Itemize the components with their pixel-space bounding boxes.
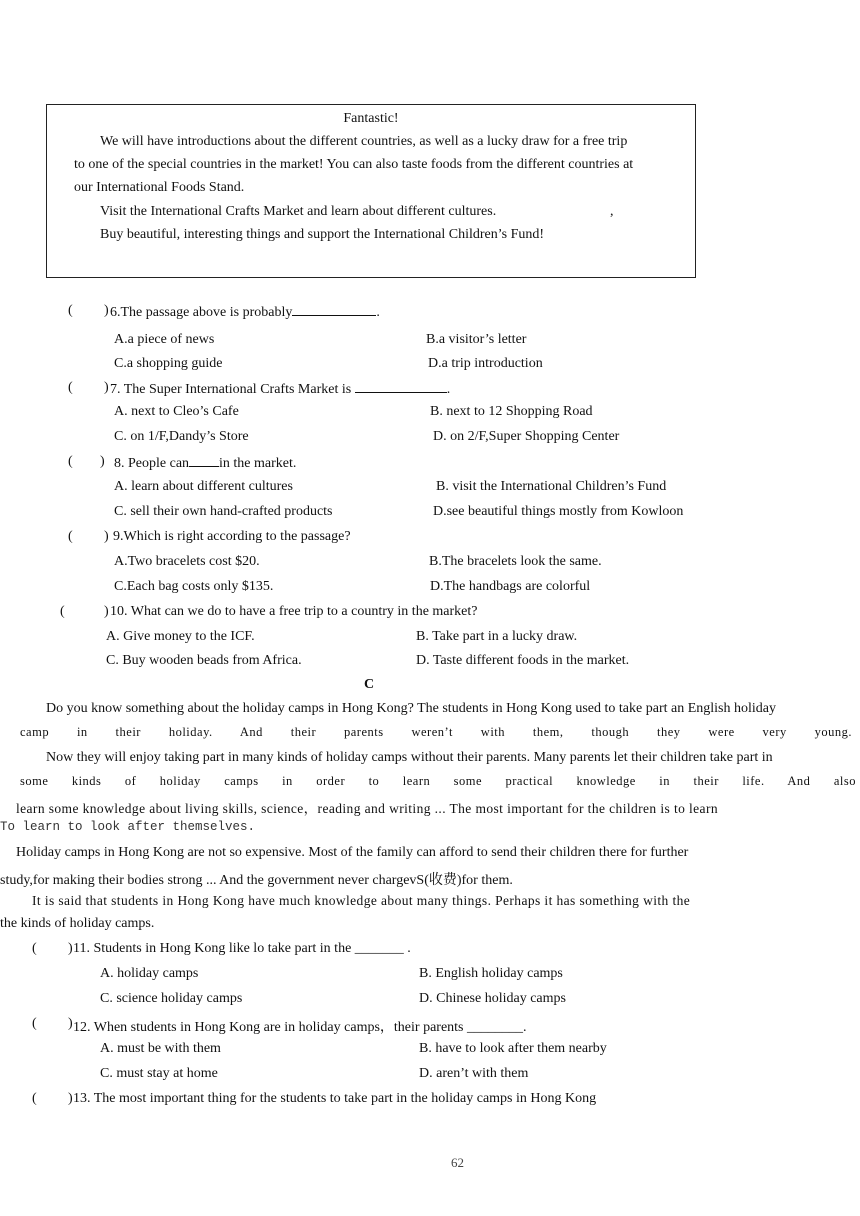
answer-paren-open: ( bbox=[32, 941, 37, 956]
question-text: 9.Which is right according to the passage? bbox=[113, 529, 351, 544]
option: C. Buy wooden beads from Africa. bbox=[106, 653, 302, 668]
passage-line: the kinds of holiday camps. bbox=[0, 916, 155, 931]
answer-paren-open: ( bbox=[68, 380, 73, 395]
question-stem bbox=[110, 303, 380, 321]
answer-blank bbox=[189, 454, 219, 467]
question-tail: . bbox=[376, 305, 380, 320]
answer-paren-open: ( bbox=[68, 529, 73, 544]
option: A. must be with them bbox=[100, 1041, 221, 1056]
option: C. on 1/F,Dandy’s Store bbox=[114, 429, 249, 444]
option: B. next to 12 Shopping Road bbox=[430, 404, 593, 419]
passage-line: Holiday camps in Hong Kong are not so expensive. Most of the family can afford to send their children there for further bbox=[16, 845, 689, 860]
question-text: 11. Students in Hong Kong like lo take part in the _______ . bbox=[73, 941, 411, 956]
question-text: 8. People can bbox=[114, 456, 190, 471]
option: C. sell their own hand-crafted products bbox=[114, 504, 333, 519]
option: A.Two bracelets cost $20. bbox=[114, 554, 260, 569]
answer-paren-open: ( bbox=[32, 1016, 37, 1031]
question-stem bbox=[114, 454, 296, 472]
passage-line: learn some knowledge about living skills, science，reading and writing ... The most important for the children is to learn bbox=[16, 801, 718, 816]
option: B. English holiday camps bbox=[419, 966, 563, 981]
notice-mark: , bbox=[610, 204, 614, 219]
question-text: 13. The most important thing for the students to take part in the holiday camps in Hong Kong bbox=[73, 1091, 597, 1106]
passage-line: study,for making their bodies strong ... And the government never chargevS(收费)for them. bbox=[0, 873, 513, 888]
passage-line: It is said that students in Hong Kong have much knowledge about many things. Perhaps it has something with the bbox=[32, 893, 691, 908]
section-heading: C bbox=[364, 677, 375, 692]
option: C.Each bag costs only $135. bbox=[114, 579, 274, 594]
option: C. must stay at home bbox=[100, 1066, 218, 1081]
question-text: 7. The Super International Crafts Market is bbox=[110, 382, 352, 397]
answer-paren-close: ) bbox=[100, 454, 105, 469]
answer-paren-close: ) bbox=[104, 604, 109, 619]
answer-paren-close: ) bbox=[68, 1016, 73, 1031]
option: D. on 2/F,Super Shopping Center bbox=[433, 429, 620, 444]
option: C.a shopping guide bbox=[114, 356, 223, 371]
option: A. holiday camps bbox=[100, 966, 199, 981]
option: B.a visitor’s letter bbox=[426, 332, 527, 347]
answer-paren-close: ) bbox=[68, 941, 73, 956]
answer-paren-open: ( bbox=[32, 1091, 37, 1106]
option: D.see beautiful things mostly from Kowloon bbox=[433, 504, 684, 519]
option: D.The handbags are colorful bbox=[430, 579, 591, 594]
answer-blank bbox=[292, 303, 376, 316]
option: A. learn about different cultures bbox=[114, 479, 293, 494]
option: B. have to look after them nearby bbox=[419, 1041, 607, 1056]
option: A. Give money to the ICF. bbox=[106, 629, 255, 644]
question-tail: in the market. bbox=[219, 456, 297, 471]
option: B. Take part in a lucky draw. bbox=[416, 629, 578, 644]
option: B. visit the International Children’s Fund bbox=[436, 479, 667, 494]
option: A.a piece of news bbox=[114, 332, 215, 347]
passage-line: To learn to look after themselves. bbox=[0, 820, 256, 834]
option: A. next to Cleo’s Cafe bbox=[114, 404, 239, 419]
notice-line: We will have introductions about the different countries, as well as a lucky draw for a free trip bbox=[100, 134, 628, 149]
question-tail: . bbox=[446, 382, 451, 397]
option: C. science holiday camps bbox=[100, 991, 243, 1006]
question-text: 6.The passage above is probably bbox=[110, 305, 293, 320]
passage-line: Do you know something about the holiday camps in Hong Kong? The students in Hong Kong used to take part an English holiday bbox=[46, 701, 776, 716]
page-number: 62 bbox=[451, 1155, 464, 1170]
option: B.The bracelets look the same. bbox=[429, 554, 602, 569]
answer-paren-open: ( bbox=[60, 604, 65, 619]
passage-line: camp in their holiday. And their parents weren’t with them, though they were very young. bbox=[20, 725, 852, 739]
option: D. Chinese holiday camps bbox=[419, 991, 566, 1006]
answer-paren-open: ( bbox=[68, 454, 73, 469]
option: D.a trip introduction bbox=[428, 356, 543, 371]
passage-line: Now they will enjoy taking part in many kinds of holiday camps without their parents. Many parents let their children take part in bbox=[46, 750, 773, 765]
notice-line: Visit the International Crafts Market and learn about different cultures. bbox=[100, 204, 497, 219]
answer-paren-close: ) bbox=[104, 529, 109, 544]
option: D. aren’t with them bbox=[419, 1066, 529, 1081]
question-text: 12. When students in Hong Kong are in holiday camps，their parents ________. bbox=[73, 1020, 527, 1035]
notice-line: our International Foods Stand. bbox=[74, 180, 245, 195]
question-text: 10. What can we do to have a free trip to a country in the market? bbox=[110, 604, 478, 619]
notice-title: Fantastic! bbox=[343, 111, 399, 126]
question-stem bbox=[110, 380, 450, 398]
answer-paren-open: ( bbox=[68, 303, 73, 318]
notice-line: to one of the special countries in the market! You can also taste foods from the different countries at bbox=[74, 157, 634, 172]
answer-paren-close: ) bbox=[68, 1091, 73, 1106]
passage-line: some kinds of holiday camps in order to learn some practical knowledge in their life. And also bbox=[20, 774, 856, 788]
answer-paren-close: ) bbox=[104, 303, 109, 318]
answer-blank bbox=[355, 380, 447, 393]
notice-line: Buy beautiful, interesting things and support the International Children’s Fund! bbox=[100, 227, 545, 242]
answer-paren-close: ) bbox=[104, 380, 109, 395]
option: D. Taste different foods in the market. bbox=[416, 653, 630, 668]
